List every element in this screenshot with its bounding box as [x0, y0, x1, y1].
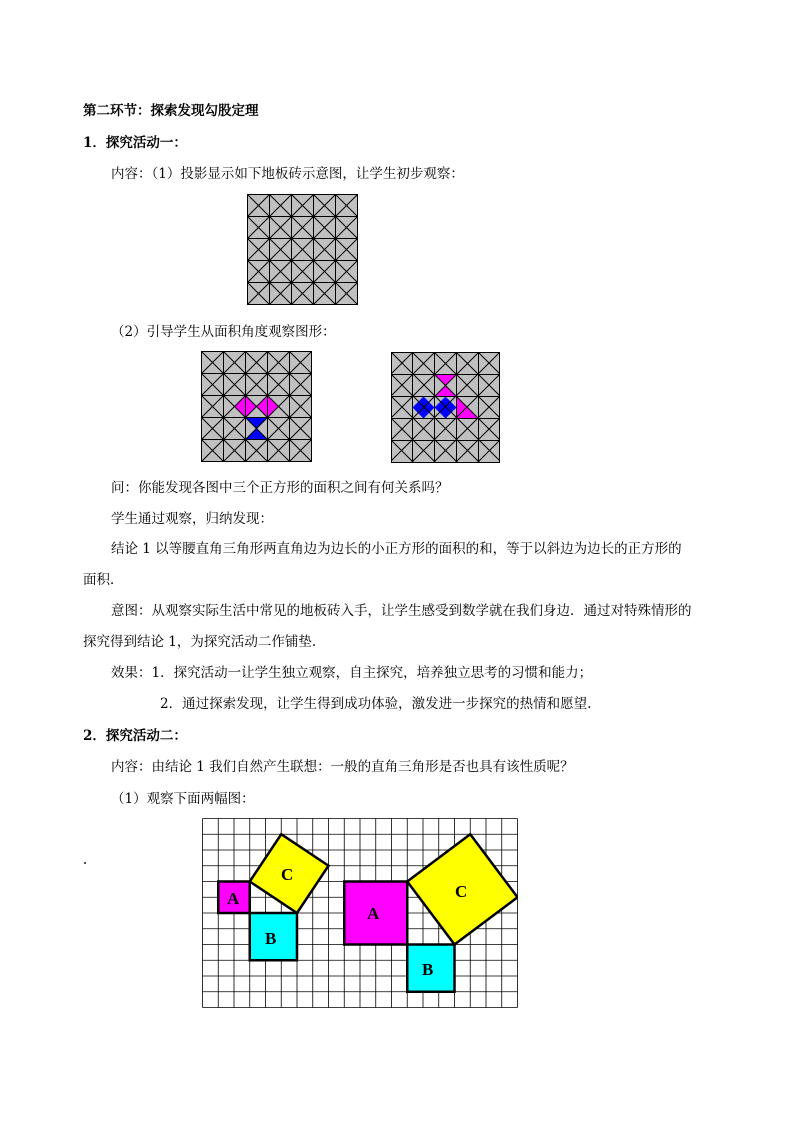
- activity1-content-2: （2）引导学生从面积角度观察图形：: [111, 324, 336, 340]
- conclusion-line1: 结论 1 以等腰直角三角形两直角边为边长的小正方形的面积的和，等于以斜边为边长的正方形的: [111, 541, 682, 557]
- label-c-left: C: [281, 865, 294, 884]
- label-c-right: C: [455, 882, 468, 901]
- effect-line1: 效果：1．探究活动一让学生独立观察，自主探究，培养独立思考的习惯和能力；: [111, 665, 593, 681]
- activity1-heading: 1．探究活动一：: [83, 135, 187, 151]
- intent-line1: 意图：从观察实际生活中常见的地板砖入手，让学生感受到数学就在我们身边．通过对特殊情形的: [111, 603, 692, 619]
- conclusion-line2: 面积．: [83, 572, 124, 588]
- section-heading: 第二环节：探索发现勾股定理: [83, 103, 259, 119]
- activity2-heading: 2．探究活动二：: [83, 728, 187, 744]
- effect-line2: 2．通过探索发现，让学生得到成功体验，激发进一步探究的热情和愿望.: [160, 696, 592, 712]
- activity1-question: 问：你能发现各图中三个正方形的面积之间有何关系吗？: [111, 480, 449, 496]
- label-a-right: A: [367, 904, 380, 923]
- label-a-left: A: [227, 889, 240, 908]
- activity1-content-1: 内容：（1）投影显示如下地板砖示意图，让学生初步观察：: [111, 166, 464, 182]
- tile-figure-left: [201, 351, 312, 462]
- activity1-observe: 学生通过观察，归纳发现：: [111, 511, 273, 527]
- intent-line2: 探究得到结论 1，为探究活动二作铺垫.: [83, 634, 317, 650]
- label-b-right: B: [422, 960, 434, 979]
- pythagoras-grid-figure: [202, 818, 518, 1008]
- tile-figure-right: [391, 352, 500, 463]
- stray-dot: [84, 862, 86, 864]
- label-b-left: B: [265, 929, 277, 948]
- activity2-observe: （1）观察下面两幅图：: [111, 791, 255, 807]
- floor-tile-figure: [247, 194, 358, 305]
- activity2-content: 内容：由结论 1 我们自然产生联想：一般的直角三角形是否也具有该性质呢？: [111, 759, 574, 775]
